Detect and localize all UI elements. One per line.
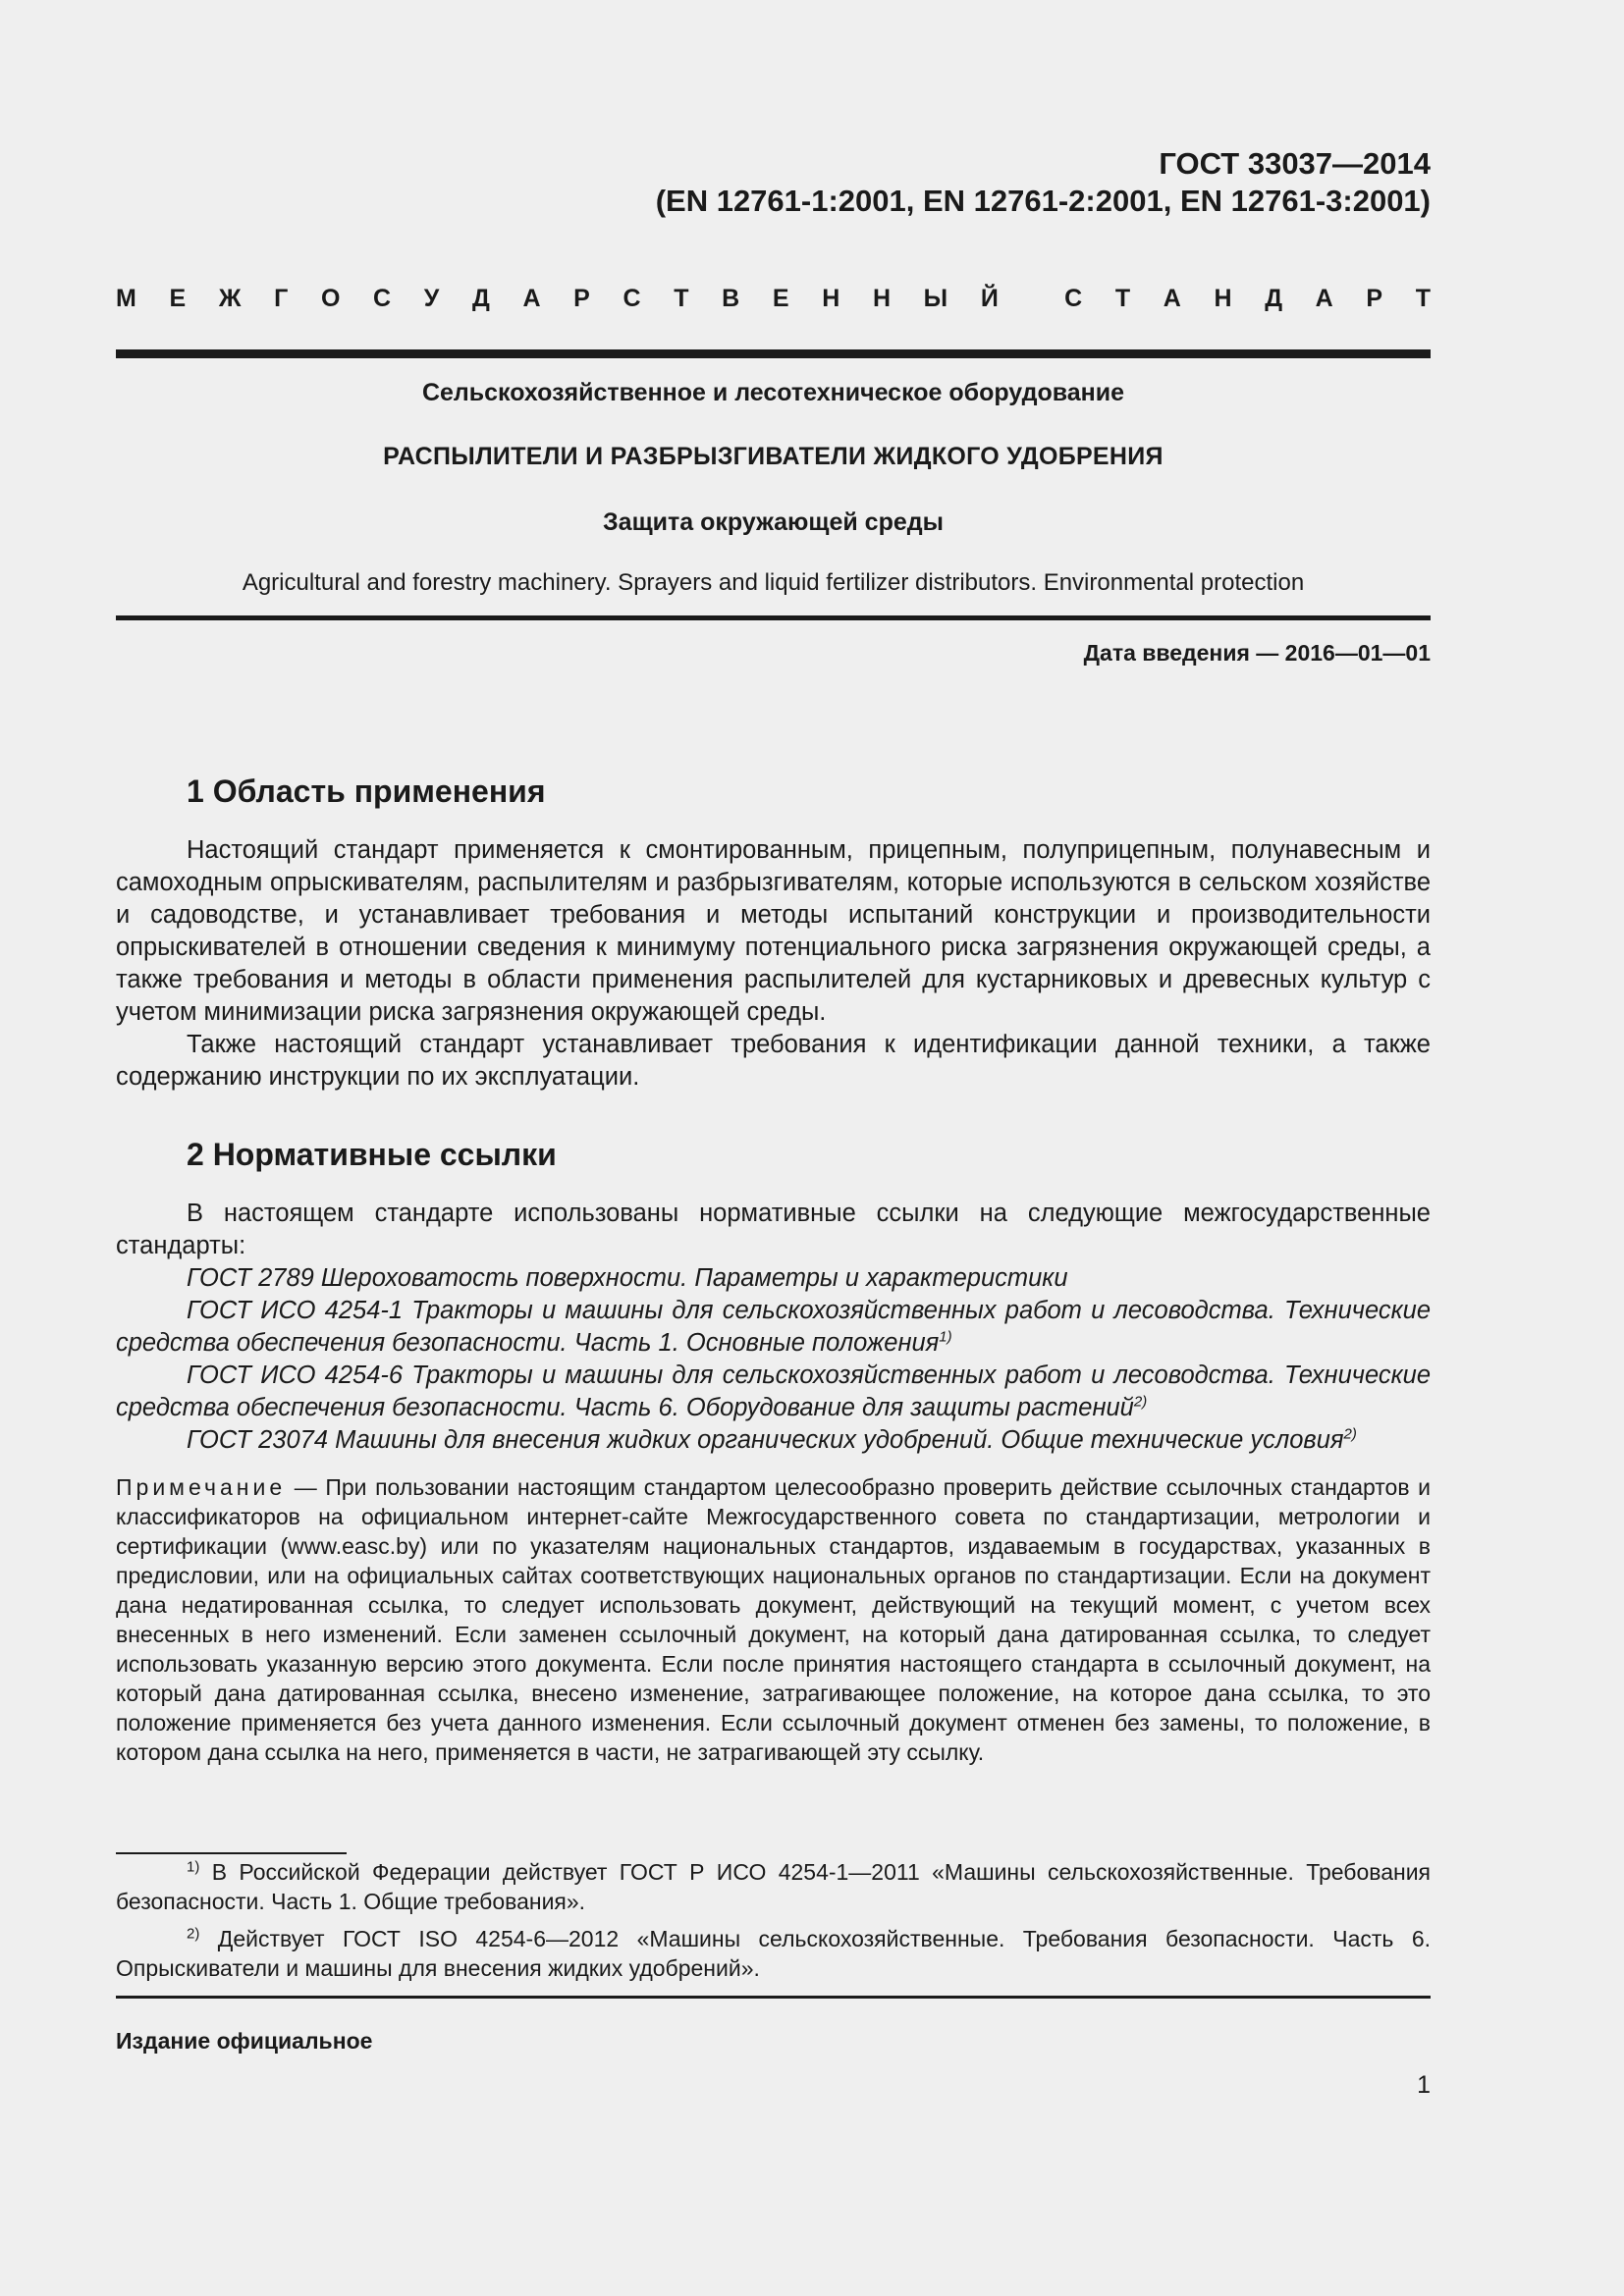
reference-list (116, 1262, 1431, 1457)
letter: О (320, 285, 341, 312)
section-1-body (116, 834, 1431, 1094)
footnote-mark: 1) (939, 1328, 952, 1346)
letter: Ы (923, 285, 948, 312)
letter: Т (1114, 285, 1131, 312)
subject-title: Сельскохозяйственное и лесотехническое оборудование (421, 379, 1125, 406)
page-number: 1 (1417, 2071, 1431, 2099)
letter: В (722, 285, 740, 312)
title-rule-bottom (116, 615, 1431, 620)
note-text: — При пользовании настоящим стандартом целесообразно проверить действие ссылочных стандартов и классификаторов на официальном интернет-сайте Межгосударственного совета по стандартизации, метрологии и сертификации (www.easc.by) или по указателям национальных стандартов, издаваемым в государствах, указанных в предисловии, или на официальных сайтах соответствующих национальных органов по стандартизации. Если на документ дана недатированная ссылка, то следует использовать документ, действующий на текущий момент, с учетом всех внесенных в него изменений. Если заменен ссылочный документ, на который дана датированная ссылка, то следует использовать указанную версию этого документа. Если после принятия настоящего стандарта в ссылочный документ, на который дана датированная ссылка, внесено изменение, затрагивающее положение, на которое дана ссылка, то это положение применяется без учета данного изменения. Если ссылочный документ отменен без замены, то положение, в котором дана ссылка на него, применяется в части, не затрагивающей эту ссылку. (116, 1474, 1431, 1765)
letter: С (1064, 285, 1083, 312)
letter: Н (822, 285, 840, 312)
letter: М (116, 285, 136, 312)
letter: Т (674, 285, 689, 312)
note (116, 1472, 1431, 1767)
section-1-title: 1 Область применения (187, 774, 546, 809)
letter: Т (1415, 285, 1431, 312)
footnote-separator (116, 1852, 347, 1854)
letter: Е (169, 285, 187, 312)
footnote-mark: 2) (1133, 1393, 1148, 1411)
bottom-rule (116, 1996, 1431, 1999)
note-label: Примечание (116, 1474, 287, 1500)
main-title: РАСПЫЛИТЕЛИ И РАЗБРЫЗГИВАТЕЛИ ЖИДКОГО УДОБРЕНИЯ (383, 443, 1164, 470)
doc-number-block (656, 145, 1431, 220)
footnotes (116, 1857, 1431, 1991)
letter: Р (573, 285, 590, 312)
introduction-date: Дата введения — 2016—01—01 (1083, 640, 1431, 666)
paragraph: В настоящем стандарте использованы нормативные ссылки на следующие межгосударственные стандарты: (116, 1200, 1431, 1259)
footnote-mark: 2) (1343, 1425, 1357, 1443)
reference-item: ГОСТ 2789 Шероховатость поверхности. Параметры и характеристики (187, 1264, 1068, 1292)
letter: А (1315, 285, 1333, 312)
part-title: Защита окружающей среды (603, 508, 944, 536)
footnote: $^{1)}$ В Российской Федерации действует ГОСТ Р ИСО 4254-1—2011 «Машины сельскохозяйственные. Требования безопасности. Часть 1. Общие требования». (116, 1858, 1431, 1914)
letter: Н (872, 285, 892, 312)
letter: Д (1265, 285, 1282, 312)
paragraph: Также настоящий стандарт устанавливает требования к идентификации данной техники, а также содержанию инструкции по их эксплуатации. (116, 1031, 1431, 1091)
reference-item: ГОСТ ИСО 4254-6 Тракторы и машины для сельскохозяйственных работ и лесоводства. Технические средства обеспечения безопасности. Часть 6. Оборудование для защиты растений$^{2)}$ (116, 1362, 1431, 1421)
edition-label: Издание официальное (116, 2028, 373, 2054)
letter: Г (274, 285, 289, 312)
letter: Д (471, 285, 490, 312)
paragraph: Настоящий стандарт применяется к смонтированным, прицепным, полуприцепным, полунавесным и самоходным опрыскивателям, распылителям и разбрызгивателям, которые используются в сельском хозяйстве и садоводстве, и устанавливает требования и методы испытаний конструкции и производительности опрыскивателей в отношении сведения к минимуму потенциального риска загрязнения окружающей среды, а также требования и методы в области применения распылителей для кустарниковых и древесных культур с учетом минимизации риска загрязнения окружающей среды. (116, 836, 1431, 1026)
footnote: $^{2)}$ Действует ГОСТ ISO 4254-6—2012 «Машины сельскохозяйственные. Требования безопасности. Часть 6. Опрыскиватели и машины для внесения жидких удобрений». (116, 1925, 1431, 1981)
reference-item: ГОСТ ИСО 4254-1 Тракторы и машины для сельскохозяйственных работ и лесоводства. Технические средства обеспечения безопасности. Часть 1. Основные положения$^{1)}$ (116, 1297, 1431, 1357)
letter: У (423, 285, 440, 312)
letter: Е (772, 285, 789, 312)
title-rule-top (116, 349, 1431, 358)
document-page (116, 0, 1431, 2296)
section-2-body (116, 1198, 1431, 1457)
doc-number: ГОСТ 33037—2014 (1159, 146, 1431, 181)
letter: А (1163, 285, 1181, 312)
letter: С (623, 285, 641, 312)
section-2-title: 2 Нормативные ссылки (187, 1137, 557, 1172)
standard-type-heading (116, 285, 1431, 320)
english-title: Agricultural and forestry machinery. Sprayers and liquid fertilizer distributors. Environmental protection (242, 569, 1305, 596)
letter: Й (980, 285, 999, 312)
doc-equivalents: (EN 12761-1:2001, EN 12761-2:2001, EN 12761-3:2001) (655, 184, 1431, 218)
letter: Н (1214, 285, 1232, 312)
letter: А (522, 285, 541, 312)
letter: С (373, 285, 392, 312)
letter: Р (1366, 285, 1383, 312)
reference-item: ГОСТ 23074 Машины для внесения жидких органических удобрений. Общие технические условия$^{2)}$ (187, 1425, 1357, 1454)
letter: Ж (218, 285, 242, 312)
